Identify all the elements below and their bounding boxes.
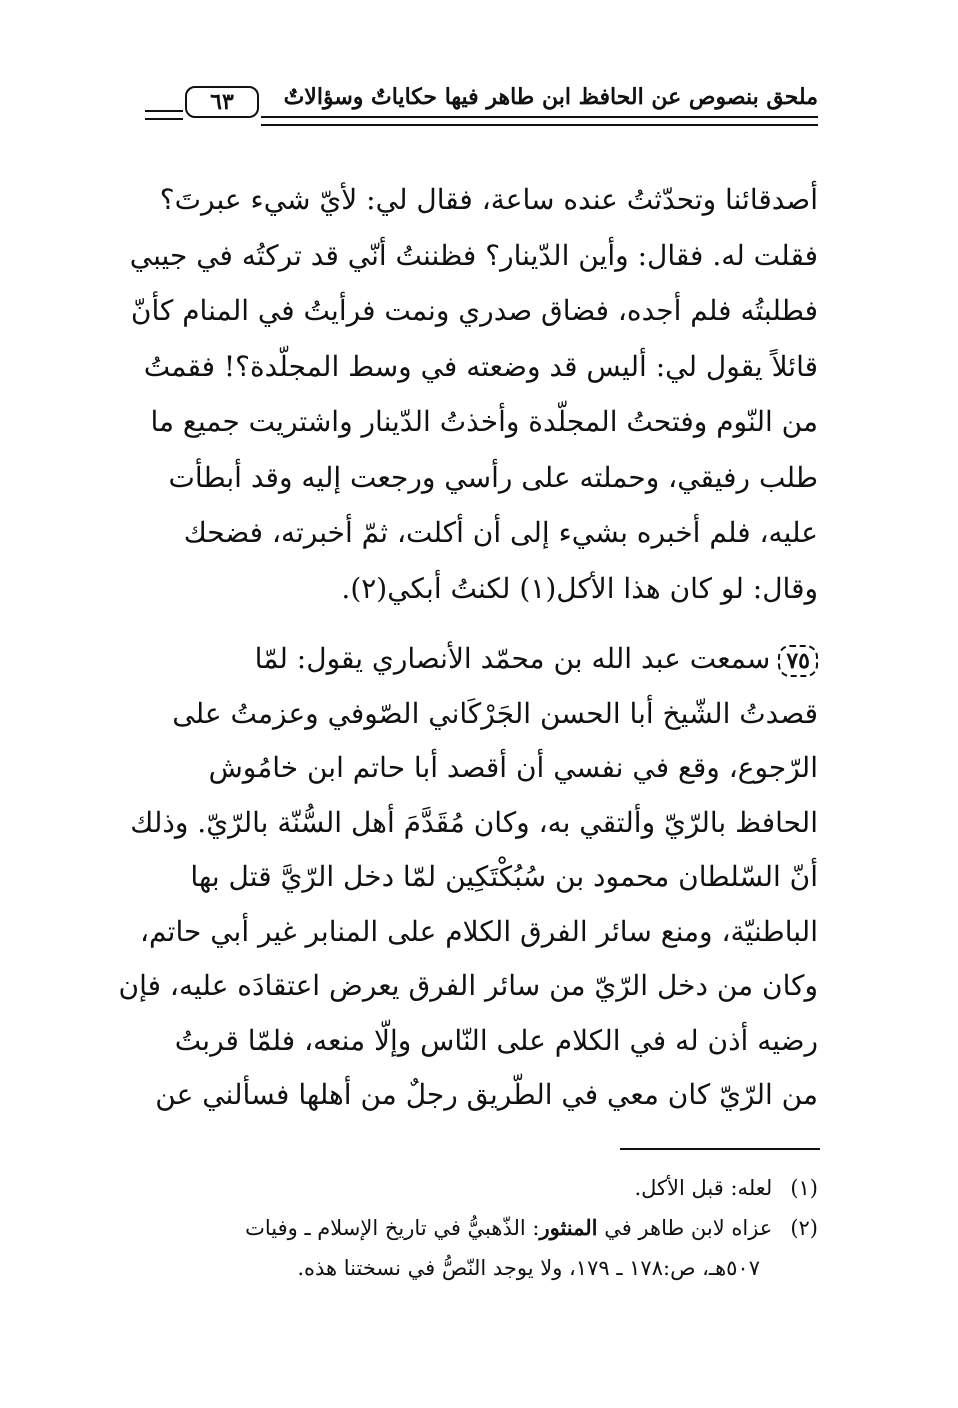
- text-line: أصدقائنا وتحدّثتُ عنده ساعة، فقال لي: لأيّ شيء عبرتَ؟: [159, 183, 818, 216]
- page-number: ٦٣: [185, 86, 259, 118]
- book-title: المنثور: [539, 1215, 598, 1240]
- text-line: من النّوم وفتحتُ المجلّدة وأخذتُ الدّينار واشتريت جميع ما: [150, 405, 818, 438]
- paragraph-75: [118, 632, 818, 1123]
- footnote-2: [145, 1208, 818, 1248]
- paragraph-continued: [129, 172, 818, 616]
- text-line: وكان من دخل الرّيّ من سائر الفرق يعرض اعتقادَه عليه، فإن: [118, 969, 818, 1002]
- text-line: الرّجوع، وقع في نفسي أن أقصد أبا حاتم ابن خامُوش: [208, 751, 818, 784]
- text-line: الحافظ بالرّيّ وألتقي به، وكان مُقَدَّمَ أهل السُّنّة بالرّيّ. وذلك: [130, 805, 818, 839]
- text-line: الباطنيّة، ومنع سائر الفرق الكلام على المنابر غير أبي حاتم،: [140, 914, 818, 948]
- footnotes: [145, 1168, 818, 1288]
- text-line: طلب رفيقي، وحملته على رأسي ورجعت إليه وقد أبطأت: [168, 460, 818, 494]
- text-line: فقلت له. فقال: وأين الدّينار؟ فظننتُ أنّي قد تركتُه في جيبي: [129, 238, 818, 272]
- footnote-marker: (١): [790, 1176, 818, 1200]
- footnote-1: [145, 1168, 818, 1208]
- footnote-separator: [620, 1148, 820, 1150]
- running-title: ملحق بنصوص عن الحافظ ابن طاهر فيها حكاياتٌ وسؤالاتٌ: [283, 84, 818, 110]
- text-line: [145, 632, 818, 687]
- footnote-text: لعله: قبل الأكل.: [634, 1176, 773, 1200]
- footnote-text: عزاه لابن طاهر في: [597, 1216, 773, 1240]
- text-line: رضيه أذن له في الكلام على النّاس وإلّا منعه، فلمّا قربتُ: [174, 1023, 818, 1057]
- text-line: قصدتُ الشّيخ أبا الحسن الجَرْكَاني الصّوفي وعزمتُ على: [172, 696, 818, 730]
- text-line: وقال: لو كان هذا الأكل(١) لكنتُ أبكي(٢).: [341, 571, 818, 605]
- page-header: [145, 82, 818, 134]
- header-rule: [261, 116, 818, 126]
- narration-number-badge: ٧٥: [778, 645, 818, 677]
- text-line-content: سمعت عبد الله بن محمّد الأنصاري يقول: لمّا: [254, 642, 771, 675]
- footnote-2-continued: ٥٠٧هـ، ص:١٧٨ ـ ١٧٩، ولا يوجد النّصُّ في نسختنا هذه.: [297, 1256, 760, 1280]
- text-line: أنّ السّلطان محمود بن سُبُكْتَكِين لمّا دخل الرّيَّ قتل بها: [190, 860, 818, 893]
- footnote-marker: (٢): [790, 1216, 818, 1240]
- text-line: قائلاً يقول لي: أليس قد وضعته في وسط المجلّدة؟! فقمتُ: [143, 349, 818, 383]
- text-line: عليه، فلم أخبره بشيء إلى أن أكلت، ثمّ أخبرته، فضحك: [183, 516, 818, 549]
- text-line: فطلبتُه فلم أجده، فضاق صدري ونمت فرأيتُ في المنام كأنّ: [130, 294, 818, 327]
- header-rule-short: [145, 110, 183, 120]
- text-line: من الرّيّ كان معي في الطّريق رجلٌ من أهلها فسألني عن: [155, 1078, 818, 1111]
- footnote-text: : الذّهبيُّ في تاريخ الإسلام ـ وفيات: [245, 1216, 540, 1240]
